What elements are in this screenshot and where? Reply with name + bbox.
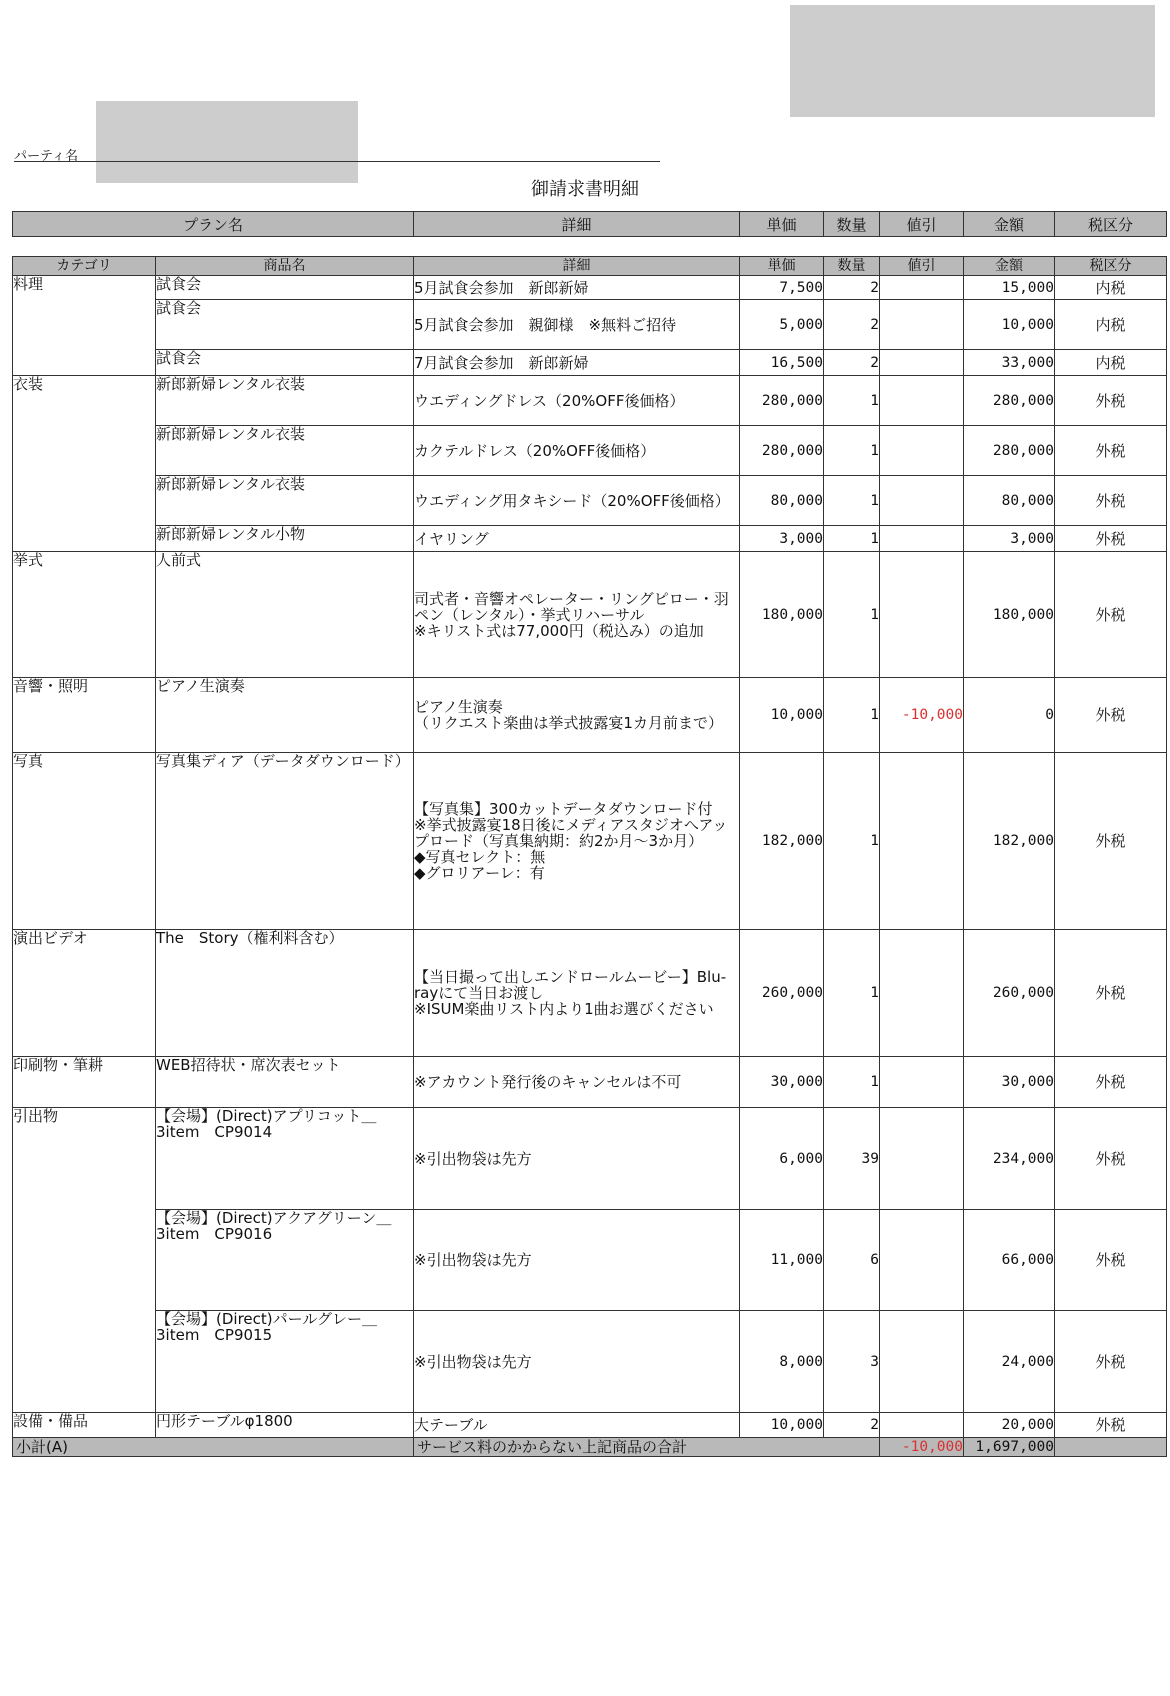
unit-price-cell: 11,000	[740, 1210, 824, 1311]
redacted-block-top-right	[790, 5, 1155, 117]
product-name-cell: 写真集ディア（データダウンロード）	[156, 753, 414, 930]
page-title: 御請求書明細	[531, 179, 639, 200]
tax-type-cell: 外税	[1055, 476, 1167, 526]
discount-cell	[880, 1311, 964, 1413]
subtotal-label: 小計(A)	[13, 1438, 414, 1457]
detail-cell: 司式者・音響オペレーター・リングピロー・羽ペン（レンタル）・挙式リハーサル ※キリスト式は77,000円（税込み）の追加	[414, 552, 740, 678]
detail-cell: ピアノ生演奏 （リクエスト楽曲は挙式披露宴1カ月前まで）	[414, 678, 740, 753]
table-row	[13, 476, 1167, 526]
unit-price-cell: 180,000	[740, 552, 824, 678]
quantity-cell: 1	[824, 526, 880, 552]
product-name-cell: 【会場】(Direct)アクアグリーン＿3item CP9016	[156, 1210, 414, 1311]
plan-header-detail: 詳細	[414, 212, 740, 237]
unit-price-cell: 10,000	[740, 1413, 824, 1438]
amount-cell: 260,000	[964, 930, 1055, 1057]
amount-cell: 20,000	[964, 1413, 1055, 1438]
detail-cell: イヤリング	[414, 526, 740, 552]
table-row	[13, 276, 1167, 300]
table-row	[13, 426, 1167, 476]
quantity-cell: 1	[824, 476, 880, 526]
quantity-cell: 1	[824, 426, 880, 476]
amount-cell: 234,000	[964, 1108, 1055, 1210]
amount-cell: 3,000	[964, 526, 1055, 552]
category-cell: 料理	[13, 276, 156, 376]
detail-cell: 【当日撮って出しエンドロールムービー】Blu-rayにて当日お渡し ※ISUM楽曲リスト内より1曲お選びください	[414, 930, 740, 1057]
detail-cell: 5月試食会参加 親御様 ※無料ご招待	[414, 300, 740, 350]
subtotal-discount: -10,000	[880, 1438, 964, 1457]
table-row	[13, 1057, 1167, 1108]
discount-cell	[880, 376, 964, 426]
tax-type-cell: 外税	[1055, 1311, 1167, 1413]
header-unit: 単価	[740, 257, 824, 276]
detail-cell: カクテルドレス（20%OFF後価格）	[414, 426, 740, 476]
quantity-cell: 1	[824, 376, 880, 426]
detail-cell: 5月試食会参加 新郎新婦	[414, 276, 740, 300]
detail-cell: ※引出物袋は先方	[414, 1108, 740, 1210]
table-row	[13, 552, 1167, 678]
quantity-cell: 2	[824, 1413, 880, 1438]
amount-cell: 280,000	[964, 376, 1055, 426]
quantity-cell: 39	[824, 1108, 880, 1210]
tax-type-cell: 内税	[1055, 350, 1167, 376]
plan-header-table	[12, 211, 1167, 237]
category-cell: 衣装	[13, 376, 156, 552]
category-cell: 写真	[13, 753, 156, 930]
detail-cell: ウエディング用タキシード（20%OFF後価格）	[414, 476, 740, 526]
discount-cell	[880, 476, 964, 526]
product-name-cell: 円形テーブルφ1800	[156, 1413, 414, 1438]
plan-header-discount: 値引	[880, 212, 964, 237]
discount-cell	[880, 552, 964, 678]
plan-header-tax: 税区分	[1055, 212, 1167, 237]
tax-type-cell: 外税	[1055, 426, 1167, 476]
table-row	[13, 753, 1167, 930]
product-name-cell: 【会場】(Direct)アプリコット＿3item CP9014	[156, 1108, 414, 1210]
product-name-cell: 試食会	[156, 350, 414, 376]
amount-cell: 66,000	[964, 1210, 1055, 1311]
unit-price-cell: 30,000	[740, 1057, 824, 1108]
quantity-cell: 1	[824, 678, 880, 753]
quantity-cell: 6	[824, 1210, 880, 1311]
category-cell: 音響・照明	[13, 678, 156, 753]
quantity-cell: 1	[824, 552, 880, 678]
table-row	[13, 1311, 1167, 1413]
header-discount: 値引	[880, 257, 964, 276]
quantity-cell: 2	[824, 276, 880, 300]
subtotal-row	[13, 1438, 1167, 1457]
table-row	[13, 300, 1167, 350]
plan-header-plan: プラン名	[13, 212, 414, 237]
table-row	[13, 376, 1167, 426]
quantity-cell: 1	[824, 1057, 880, 1108]
tax-type-cell: 外税	[1055, 678, 1167, 753]
table-row	[13, 350, 1167, 376]
tax-type-cell: 外税	[1055, 1108, 1167, 1210]
header-tax: 税区分	[1055, 257, 1167, 276]
amount-cell: 180,000	[964, 552, 1055, 678]
unit-price-cell: 16,500	[740, 350, 824, 376]
amount-cell: 80,000	[964, 476, 1055, 526]
plan-header-unit: 単価	[740, 212, 824, 237]
unit-price-cell: 8,000	[740, 1311, 824, 1413]
product-name-cell: 新郎新婦レンタル衣装	[156, 376, 414, 426]
table-row	[13, 678, 1167, 753]
category-cell: 挙式	[13, 552, 156, 678]
discount-cell	[880, 300, 964, 350]
tax-type-cell: 内税	[1055, 300, 1167, 350]
subtotal-amount: 1,697,000	[964, 1438, 1055, 1457]
unit-price-cell: 10,000	[740, 678, 824, 753]
amount-cell: 0	[964, 678, 1055, 753]
category-cell: 印刷物・筆耕	[13, 1057, 156, 1108]
amount-cell: 24,000	[964, 1311, 1055, 1413]
detail-cell: ※引出物袋は先方	[414, 1210, 740, 1311]
product-name-cell: 【会場】(Direct)パールグレー＿3item CP9015	[156, 1311, 414, 1413]
product-name-cell: 試食会	[156, 300, 414, 350]
product-name-cell: The Story（権利料含む）	[156, 930, 414, 1057]
product-name-cell: 人前式	[156, 552, 414, 678]
product-name-cell: 試食会	[156, 276, 414, 300]
unit-price-cell: 182,000	[740, 753, 824, 930]
tax-type-cell: 内税	[1055, 276, 1167, 300]
product-name-cell: ピアノ生演奏	[156, 678, 414, 753]
invoice-detail-table	[12, 256, 1167, 1457]
quantity-cell: 2	[824, 300, 880, 350]
product-name-cell: 新郎新婦レンタル衣装	[156, 476, 414, 526]
category-cell: 引出物	[13, 1108, 156, 1413]
discount-cell	[880, 1057, 964, 1108]
header-product: 商品名	[156, 257, 414, 276]
quantity-cell: 3	[824, 1311, 880, 1413]
product-name-cell: 新郎新婦レンタル小物	[156, 526, 414, 552]
party-name-underline	[14, 161, 660, 162]
unit-price-cell: 5,000	[740, 300, 824, 350]
unit-price-cell: 7,500	[740, 276, 824, 300]
header-detail: 詳細	[414, 257, 740, 276]
amount-cell: 280,000	[964, 426, 1055, 476]
discount-cell	[880, 1413, 964, 1438]
table-row	[13, 526, 1167, 552]
amount-cell: 10,000	[964, 300, 1055, 350]
discount-cell	[880, 426, 964, 476]
unit-price-cell: 6,000	[740, 1108, 824, 1210]
unit-price-cell: 80,000	[740, 476, 824, 526]
discount-cell	[880, 753, 964, 930]
discount-cell: -10,000	[880, 678, 964, 753]
product-name-cell: 新郎新婦レンタル衣装	[156, 426, 414, 476]
tax-type-cell: 外税	[1055, 930, 1167, 1057]
header-category: カテゴリ	[13, 257, 156, 276]
header-amount: 金額	[964, 257, 1055, 276]
amount-cell: 15,000	[964, 276, 1055, 300]
plan-header-qty: 数量	[824, 212, 880, 237]
tax-type-cell: 外税	[1055, 1057, 1167, 1108]
unit-price-cell: 260,000	[740, 930, 824, 1057]
tax-type-cell: 外税	[1055, 1210, 1167, 1311]
quantity-cell: 1	[824, 930, 880, 1057]
amount-cell: 182,000	[964, 753, 1055, 930]
unit-price-cell: 280,000	[740, 426, 824, 476]
detail-cell: 【写真集】300カットデータダウンロード付 ※挙式披露宴18日後にメディアスタジオへアップロード（写真集納期：約2か月〜3か月） ◆写真セレクト：無 ◆グロリアーレ：有	[414, 753, 740, 930]
amount-cell: 30,000	[964, 1057, 1055, 1108]
product-name-cell: WEB招待状・席次表セット	[156, 1057, 414, 1108]
discount-cell	[880, 1108, 964, 1210]
table-row	[13, 930, 1167, 1057]
quantity-cell: 1	[824, 753, 880, 930]
header-qty: 数量	[824, 257, 880, 276]
category-cell: 設備・備品	[13, 1413, 156, 1438]
plan-header-amount: 金額	[964, 212, 1055, 237]
subtotal-note: サービス料のかからない上記商品の合計	[414, 1438, 880, 1457]
discount-cell	[880, 930, 964, 1057]
detail-cell: ※アカウント発行後のキャンセルは不可	[414, 1057, 740, 1108]
discount-cell	[880, 526, 964, 552]
discount-cell	[880, 1210, 964, 1311]
tax-type-cell: 外税	[1055, 1413, 1167, 1438]
quantity-cell: 2	[824, 350, 880, 376]
unit-price-cell: 280,000	[740, 376, 824, 426]
table-row	[13, 1210, 1167, 1311]
redacted-party-name	[96, 101, 358, 183]
discount-cell	[880, 276, 964, 300]
detail-cell: 7月試食会参加 新郎新婦	[414, 350, 740, 376]
table-row	[13, 1413, 1167, 1438]
tax-type-cell: 外税	[1055, 753, 1167, 930]
amount-cell: 33,000	[964, 350, 1055, 376]
detail-cell: ウエディングドレス（20%OFF後価格）	[414, 376, 740, 426]
discount-cell	[880, 350, 964, 376]
detail-cell: ※引出物袋は先方	[414, 1311, 740, 1413]
detail-cell: 大テーブル	[414, 1413, 740, 1438]
unit-price-cell: 3,000	[740, 526, 824, 552]
category-cell: 演出ビデオ	[13, 930, 156, 1057]
subtotal-tax-empty	[1055, 1438, 1167, 1457]
table-row	[13, 1108, 1167, 1210]
tax-type-cell: 外税	[1055, 552, 1167, 678]
tax-type-cell: 外税	[1055, 376, 1167, 426]
tax-type-cell: 外税	[1055, 526, 1167, 552]
party-name-label: パーティ名	[14, 149, 78, 164]
